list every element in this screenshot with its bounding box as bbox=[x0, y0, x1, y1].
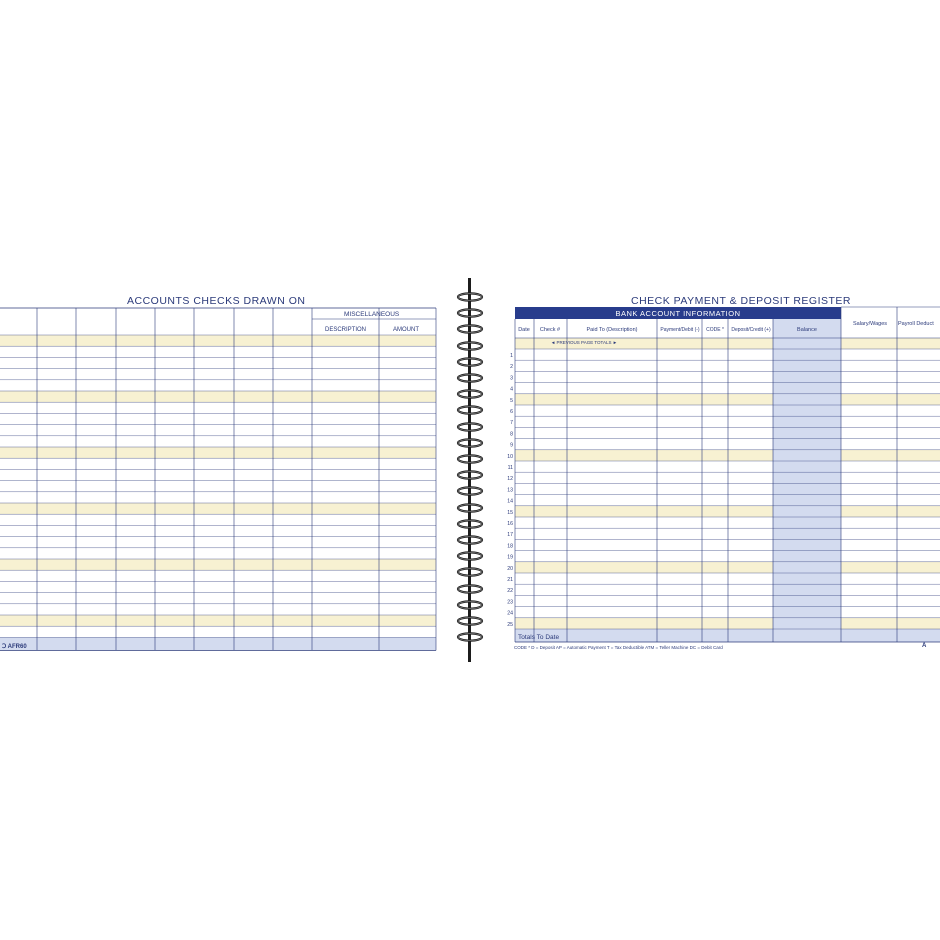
spiral-ring-icon bbox=[456, 517, 484, 529]
stripe-row bbox=[515, 450, 940, 461]
stripe-row bbox=[0, 391, 436, 402]
col-code: CODE * bbox=[706, 327, 724, 333]
spiral-ring-icon bbox=[456, 614, 484, 626]
spiral-ring-icon bbox=[456, 339, 484, 351]
product-code-text: AFR60 bbox=[7, 644, 27, 650]
register-grid bbox=[484, 278, 940, 662]
spiral-ring-icon bbox=[456, 403, 484, 415]
totals-band bbox=[0, 637, 436, 650]
row-number: 14 bbox=[507, 498, 513, 505]
spiral-ring-icon bbox=[456, 420, 484, 432]
spiral-ring-icon bbox=[456, 533, 484, 545]
spiral-ring-icon bbox=[456, 582, 484, 594]
row-number: 25 bbox=[507, 621, 513, 628]
stripe-row bbox=[515, 506, 940, 517]
col-balance: Balance bbox=[797, 327, 817, 333]
row-number: 19 bbox=[507, 554, 513, 561]
col-salary: Salary/Wages bbox=[852, 321, 888, 327]
row-number: 4 bbox=[510, 386, 513, 393]
row-number: 17 bbox=[507, 532, 513, 539]
page-title-accounts-checks: ACCOUNTS CHECKS DRAWN ON bbox=[127, 295, 306, 307]
page-title-register: CHECK PAYMENT & DEPOSIT REGISTER bbox=[631, 295, 852, 307]
totals-band bbox=[515, 629, 940, 642]
totals-to-date: Totals To Date bbox=[518, 634, 560, 641]
description-header: DESCRIPTION bbox=[325, 327, 367, 333]
row-number: 11 bbox=[507, 465, 513, 471]
row-number: 2 bbox=[510, 364, 513, 371]
previous-page-totals: ◄ PREVIOUS PAGE TOTALS ► bbox=[550, 340, 618, 345]
amount-header: AMOUNT bbox=[393, 327, 419, 333]
misc-header: MISCELLANEOUS bbox=[344, 311, 400, 318]
stripe-row bbox=[515, 562, 940, 573]
row-number: 12 bbox=[507, 476, 513, 483]
spiral-ring-icon bbox=[456, 501, 484, 513]
spiral-ring-icon bbox=[456, 436, 484, 448]
product-code-left bbox=[2, 643, 27, 650]
col-check-no: Check # bbox=[539, 327, 561, 333]
spiral-ring-icon bbox=[456, 355, 484, 367]
left-ledger-page bbox=[0, 278, 458, 662]
bank-banner-label: BANK ACCOUNT INFORMATION bbox=[615, 309, 741, 318]
row-number: 9 bbox=[510, 442, 513, 449]
row-number: 8 bbox=[510, 431, 513, 438]
row-number: 22 bbox=[507, 588, 513, 595]
stripe-row bbox=[0, 335, 436, 346]
spiral-ring-icon bbox=[456, 306, 484, 318]
spiral-ring-icon bbox=[456, 484, 484, 496]
row-number: 18 bbox=[507, 543, 513, 550]
col-paid-to: Paid To (Description) bbox=[586, 327, 638, 333]
spiral-ring-icon bbox=[456, 598, 484, 610]
balance-column-fill bbox=[773, 319, 841, 642]
row-number: 3 bbox=[510, 375, 513, 382]
spiral-ring-icon bbox=[456, 452, 484, 464]
row-number: 15 bbox=[507, 509, 513, 516]
stripe-row bbox=[0, 447, 436, 458]
row-number: 20 bbox=[507, 565, 513, 572]
spiral-ring-icon bbox=[456, 630, 484, 642]
stripe-row bbox=[515, 618, 940, 629]
row-number: 5 bbox=[510, 397, 513, 404]
row-number: 21 bbox=[507, 577, 513, 583]
row-number: 1 bbox=[510, 353, 513, 359]
spiral-ring-icon bbox=[456, 290, 484, 302]
spiral-ring-icon bbox=[456, 549, 484, 561]
col-date: Date bbox=[518, 327, 530, 333]
corner-code: A bbox=[922, 643, 927, 649]
row-number: 6 bbox=[510, 409, 513, 415]
stripe-row bbox=[0, 559, 436, 570]
left-ledger-grid bbox=[0, 278, 458, 662]
spiral-ring-icon bbox=[456, 371, 484, 383]
stripe-row bbox=[0, 503, 436, 514]
brand-logo-icon: Ↄ bbox=[2, 644, 7, 650]
stripe-row bbox=[515, 394, 940, 405]
row-number: 7 bbox=[510, 420, 513, 427]
col-payment: Payment/Debit (-) bbox=[660, 327, 700, 333]
col-payroll: Payroll Deduct bbox=[898, 321, 934, 327]
spiral-ring-icon bbox=[456, 387, 484, 399]
row-number: 23 bbox=[507, 599, 513, 606]
code-legend: CODE * D = Deposit AP = Automatic Payment T = Tax Deductible ATM = Teller Machine DC = Debit Card bbox=[514, 645, 723, 650]
col-deposit: Deposit/Credit (+) bbox=[731, 327, 771, 333]
stripe-row bbox=[0, 615, 436, 626]
row-number: 16 bbox=[507, 521, 513, 527]
row-number: 13 bbox=[507, 487, 513, 494]
row-number: 10 bbox=[507, 453, 513, 460]
right-register-page bbox=[484, 278, 940, 662]
row-number: 24 bbox=[507, 610, 513, 617]
spiral-ring-icon bbox=[456, 468, 484, 480]
spiral-ring-icon bbox=[456, 565, 484, 577]
spiral-ring-icon bbox=[456, 322, 484, 334]
